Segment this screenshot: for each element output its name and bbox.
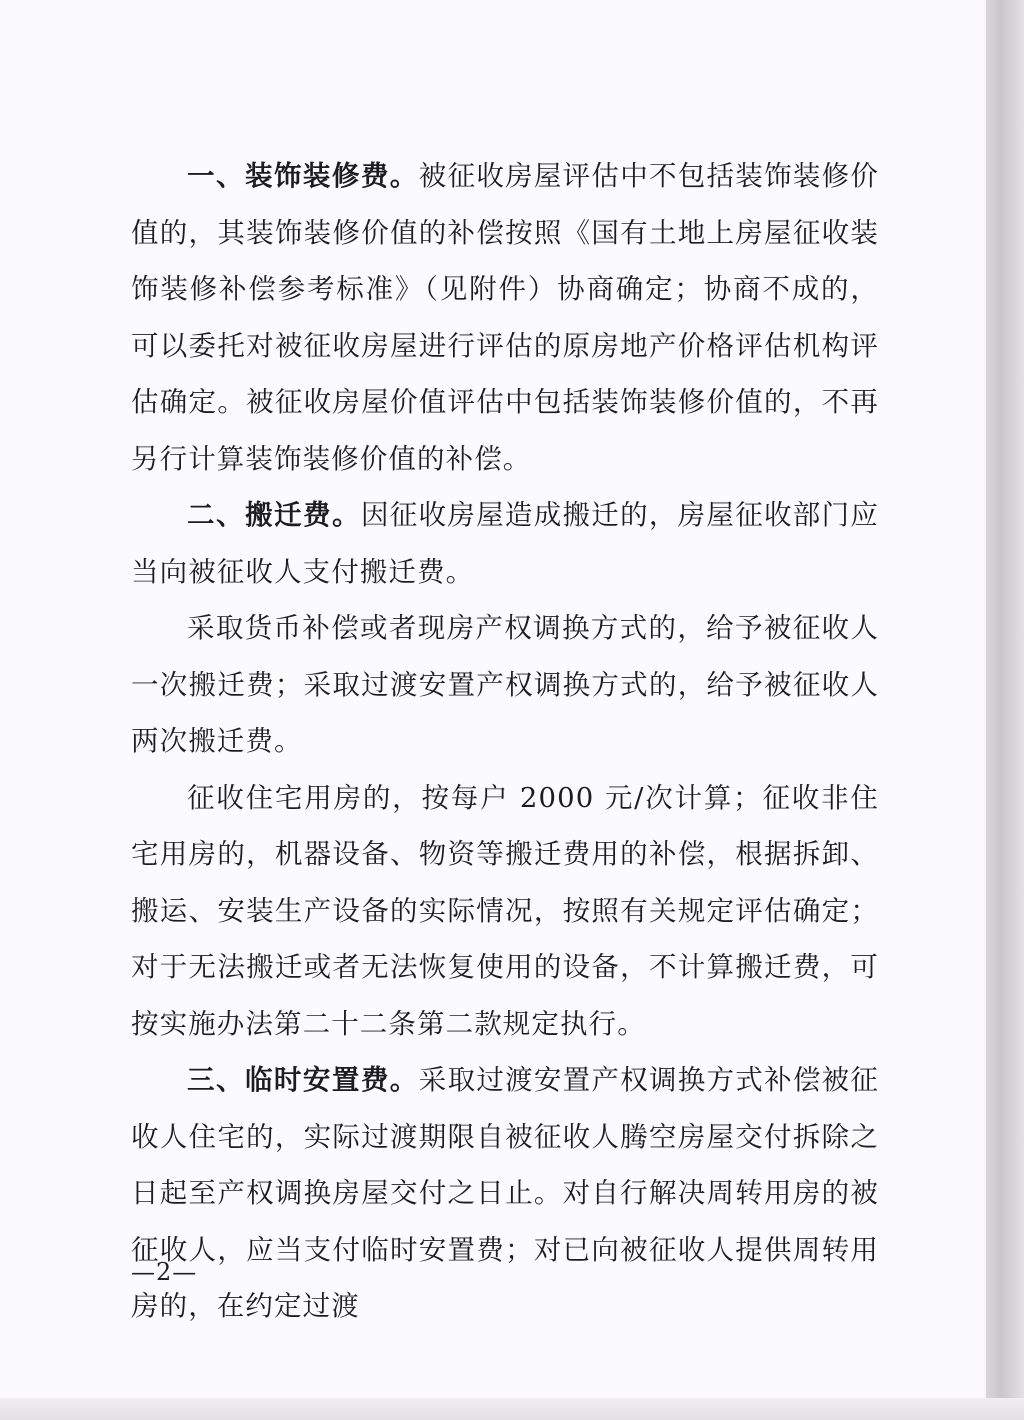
paragraph-relocation-times [131, 600, 879, 770]
heading-decoration-fee: 一、装饰装修费。 [187, 160, 419, 192]
paragraph-relocation-fee [131, 487, 879, 600]
paragraph-relocation-amount [131, 770, 879, 1053]
text-relocation-amount: 征收住宅用房的，按每户 2000 元/次计算；征收非住宅用房的，机器设备、物资等搬迁费用的补偿，根据拆卸、搬运、安装生产设备的实际情况，按照有关规定评估确定；对于无法搬迁或者无法恢复使用的设备，不计算搬迁费，可按实施办法第二十二条第二款规定执行。 [131, 781, 879, 1040]
scan-edge-right [986, 0, 1024, 1420]
text-decoration-fee: 被征收房屋评估中不包括装饰装修价值的，其装饰装修价值的补偿按照《国有土地上房屋征收装饰装修补偿参考标准》（见附件）协商确定；协商不成的，可以委托对被征收房屋进行评估的原房地产价格评估机构评估确定。被征收房屋价值评估中包括装饰装修价值的，不再另行计算装饰装修价值的补偿。 [131, 160, 879, 475]
heading-relocation-fee: 二、搬迁费。 [187, 499, 361, 531]
paragraph-temporary-fee [131, 1052, 879, 1335]
scan-edge-bottom [0, 1398, 1024, 1420]
text-relocation-times: 采取货币补偿或者现房产权调换方式的，给予被征收人一次搬迁费；采取过渡安置产权调换方式的，给予被征收人两次搬迁费。 [131, 612, 879, 757]
text-relocation-fee: 因征收房屋造成搬迁的，房屋征收部门应当向被征收人支付搬迁费。 [131, 499, 879, 588]
paragraph-decoration-fee [131, 148, 879, 487]
heading-temporary-fee: 三、临时安置费。 [187, 1064, 419, 1096]
page-number: —2— [131, 1258, 198, 1286]
document-body [131, 148, 879, 1335]
text-temporary-fee: 采取过渡安置产权调换方式补偿被征收人住宅的，实际过渡期限自被征收人腾空房屋交付拆除之日起至产权调换房屋交付之日止。对自行解决周转用房的被征收人，应当支付临时安置费；对已向被征收人提供周转用房的，在约定过渡 [131, 1064, 879, 1322]
